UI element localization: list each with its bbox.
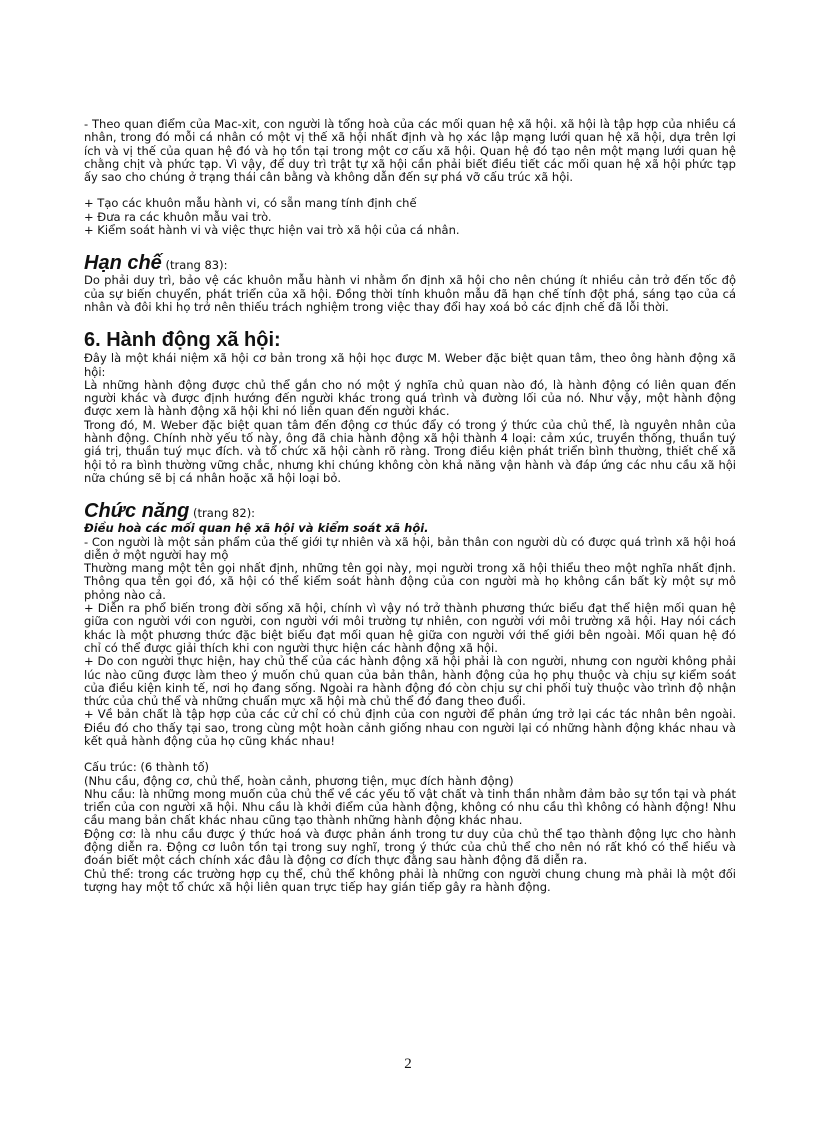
- paragraph-chu-the: Chủ thể: trong các trường hợp cụ thể, chủ thể không phải là những con người chung chung mà phải là một đối tượng hay một tổ chức xã hội liên quan trực tiếp hay gián tiếp gây ra hành động.: [84, 866, 736, 894]
- paragraph-con-nguoi-thuc-hien: + Do con người thực hiện, hay chủ thể của các hành động xã hội phải là con người, nhưng con người không phải lúc nào cũng được làm theo ý muốn chủ quan của bản thân, hành động của họ phụ thuộc và chịu sự kiểm soát của điều kiện kinh tế, nơi họ đang sống. Ngoài ra hành động đó còn chịu sự chi phối tuỳ thuộc vào trình độ nhận thức của chủ thể và những chuẩn mực xã hội mà chủ thể đó đang theo đuổi.: [84, 654, 736, 709]
- list-item: + Tạo các khuôn mẫu hành vi, có sẵn mang tính định chế: [84, 196, 417, 211]
- paragraph-definition: Là những hành động được chủ thể gắn cho nó một ý nghĩa chủ quan nào đó, là hành động có liên quan đến người khác và được định hướng đến người khác trong quá trình và đường lối của nó. Như vậy, một hành động được xem là hành động xã hội khi nó liên quan đến người khác.: [84, 377, 736, 419]
- paragraph-dong-co: Động cơ: là nhu cầu được ý thức hoá và được phản ánh trong tư duy của chủ thể tạo thành động lực cho hành động diễn ra. Động cơ luôn tồn tại trong suy nghĩ, trong ý thức của chủ thể cho nên nó rất khó có thể hiểu và đoán biết một cách chính xác đâu là động cơ đích thực đằng sau hành động đã diễn ra.: [84, 826, 736, 868]
- list-item: + Kiểm soát hành vi và việc thực hiện vai trò xã hội của cá nhân.: [84, 223, 460, 238]
- paragraph-nhu-cau: Nhu cầu: là những mong muốn của chủ thể về các yếu tố vật chất và tinh thần nhằm đảm bảo sự tồn tại và phát triển của con người xã hội. Nhu cầu là khởi điểm của hành động, không có nhu cầu thì không có hành động! Nhu cầu mang bản chất khác nhau cũng tạo thành những hành động khác nhau.: [84, 786, 736, 828]
- paragraph-ban-chat: + Về bản chất là tập hợp của các cử chỉ có chủ định của con người để phản ứng trở lại các tác nhân bên ngoài. Điều đó cho thấy tại sao, trong cùng một hoàn cảnh giống nhau con người lại có những hành động khác nhau và kết quả hành động của họ cũng khác nhau!: [84, 707, 736, 748]
- heading-han-che: [84, 252, 736, 274]
- list-item: + Đưa ra các khuôn mẫu vai trò.: [84, 209, 272, 224]
- paragraph-cau-truc: Cấu trúc: (6 thành tố): [84, 760, 209, 775]
- spacer: [84, 237, 736, 250]
- paragraph-mac-xit: - Theo quan điểm của Mac-xit, con người là tổng hoà của các mối quan hệ xã hội. xã hội là tập hợp của nhiều cá nhân, trong đó mỗi cá nhân có một vị thế xã hội nhất định và họ xác lập mạng lưới quan hệ xã hội, dựa trên lợi ích và vị thế của quan hệ đó và họ tồn tại trong một cơ cấu xã hội. Quan hệ đó tạo nên một mạng lưới quan hệ chằng chịt và phức tạp. Vì vậy, để duy trì trật tự xã hội cần phải biết điều tiết các mối quan hệ xã hội phức tạp ấy sao cho chúng ở trạng thái cân bằng và không dẫn đến sự phá vỡ cấu trúc xã hội.: [84, 117, 736, 185]
- section-title: Hạn chế: [84, 252, 162, 275]
- section-page-ref: (trang 82):: [189, 506, 256, 521]
- document-page: [84, 118, 736, 894]
- page-number: 2: [404, 1056, 412, 1072]
- heading-chuc-nang: [84, 500, 736, 522]
- paragraph-han-che: Do phải duy trì, bảo vệ các khuôn mẫu hành vi nhằm ổn định xã hội cho nên chúng ít nhiều cản trở đến tốc độ của sự biến chuyển, phát triển của xã hội. Đồng thời tính khuôn mẫu đã hạn chế tính đột phá, sáng tạo của cá nhân và đôi khi họ trở nên thiếu trách nghiệm trong việc thay đổi hay xoá bỏ các định chế đã lỗi thời.: [84, 273, 736, 314]
- section-page-ref: (trang 83):: [161, 258, 228, 273]
- paragraph-weber-intro: Đây là một khái niệm xã hội cơ bản trong xã hội học được M. Weber đặc biệt quan tâm, theo ông hành động xã hội:: [84, 351, 736, 379]
- paragraph-weber-types: Trong đó, M. Weber đặc biệt quan tâm đến động cơ thúc đẩy có trong ý thức của chủ thể, là nguyên nhân của hành động. Chính nhờ yếu tố này, ông đã chia hành động xã hội thành 4 loại: cảm xúc, truyền thống, thuần tuý giá trị, thuần tuý mục đích. và tổ chức xã hội cành rõ ràng. Trong điều kiện phát triển bình thường, thiết chế xã hội tỏ ra bình thường vững chắc, nhưng khi chúng không còn khả năng vận hành và đáp ứng các nhu cầu xã hội nữa chúng sẽ bị cá nhân hoặc xã hội loại bỏ.: [84, 417, 736, 485]
- heading-hanh-dong-xa-hoi: 6. Hành động xã hội:: [84, 329, 281, 352]
- section-title: Chức năng: [84, 500, 190, 523]
- paragraph-pho-bien: + Diễn ra phổ biến trong đời sống xã hội, chính vì vậy nó trở thành phương thức biểu đạt thể hiện mối quan hệ giữa con người với con người, con người với môi trường tự nhiên, con người với môi trường xã hội. Hay nói cách khác là một phương thức đặc biệt biểu đạt mối quan hệ giữa con người với thế giới bên ngoài. Mối quan hệ đó chỉ có thể được giải thích khi con người thực hiện các hành động xã hội.: [84, 601, 736, 655]
- paragraph-thanh-to: (Nhu cầu, động cơ, chủ thể, hoàn cảnh, phương tiện, mục đích hành động): [84, 773, 514, 788]
- spacer: [84, 314, 736, 327]
- paragraph-ten-goi: Thường mang một tên gọi nhất định, những tên gọi này, mọi người trong xã hội thiểu theo một nghĩa nhất định. Thông qua tên gọi đó, xã hội có thể kiểm soát hành động của con người mà họ không cần bất kỳ một sự mô phỏng nào cả.: [84, 561, 736, 602]
- spacer: [84, 485, 736, 498]
- subheading-dieu-hoa: Điều hoà các mối quan hệ xã hội và kiểm soát xã hội.: [84, 521, 429, 536]
- paragraph-san-pham: - Con người là một sản phẩm của thế giới tự nhiên và xã hội, bản thân con người dù có được quá trình xã hội hoá diễn ở một người hay mộ: [84, 534, 736, 562]
